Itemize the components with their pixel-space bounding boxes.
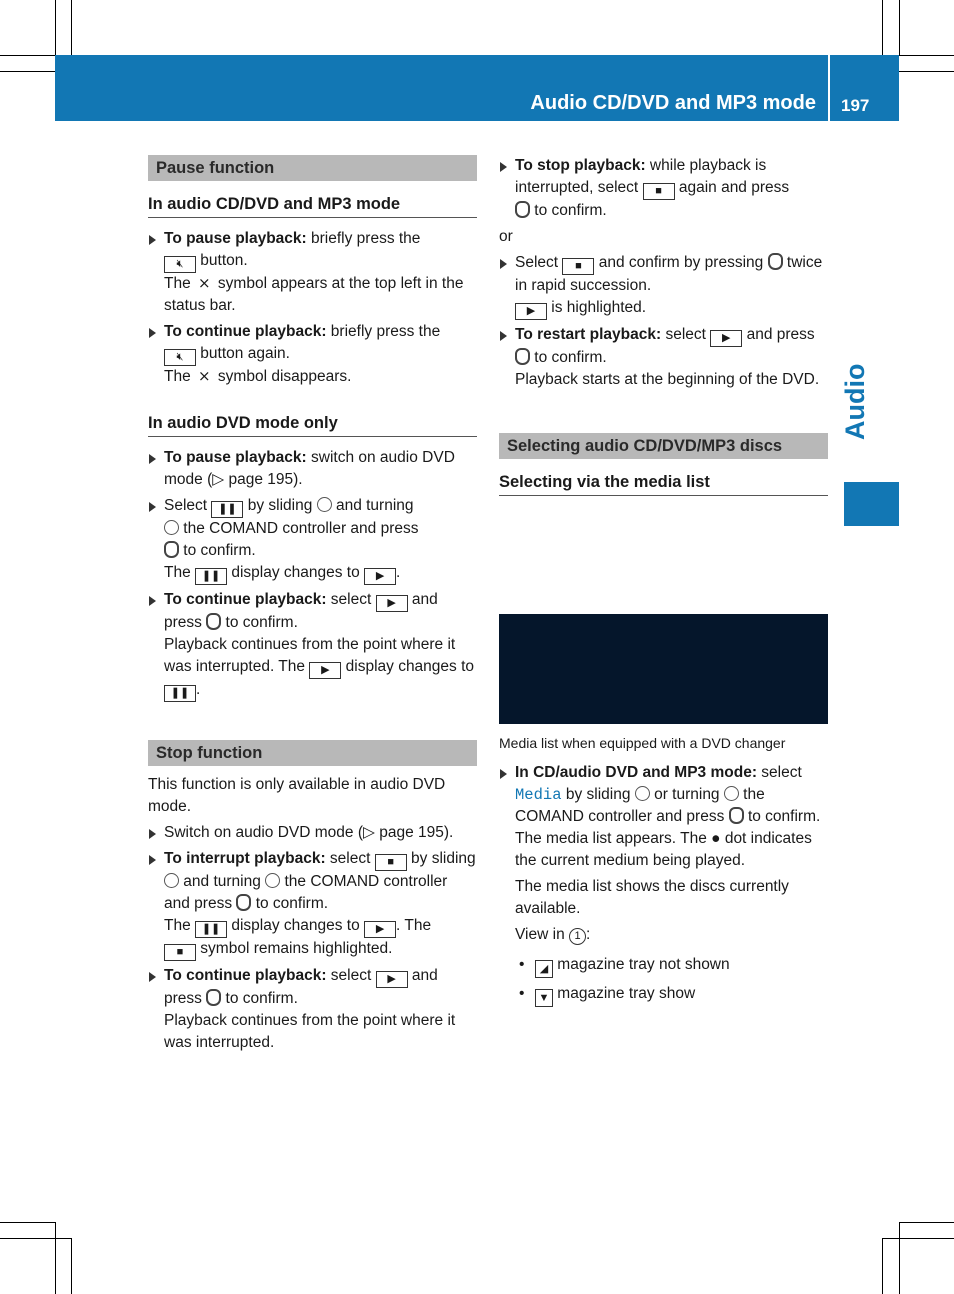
pause-icon: ❚❚	[211, 501, 243, 518]
instruction-item: In CD/audio DVD and MP3 mode: select Media by sliding or turning the COMAND controller and press to confirm. The media list appears. The ● dot indicates the current medium being played. The media list shows the discs currently available. View in 1 : • ◢ magazine tray not shown • ▼ magazine tray show	[499, 762, 828, 1007]
page-title: Audio CD/DVD and MP3 mode	[530, 92, 816, 114]
right-column	[499, 155, 828, 1012]
list-item: • ▼ magazine tray show	[515, 983, 828, 1007]
crop-mark	[899, 0, 900, 55]
press-controller-icon	[729, 807, 744, 824]
mute-icon: ⨯	[198, 368, 211, 385]
play-icon: ▶	[710, 330, 742, 347]
crop-mark	[0, 55, 55, 56]
mute-icon: 🔇︎	[164, 256, 196, 273]
crop-mark	[0, 1222, 55, 1223]
mute-icon: 🔇︎	[164, 349, 196, 366]
pause-icon: ❚❚	[195, 921, 227, 938]
press-controller-icon	[206, 989, 221, 1006]
side-tab-label: Audio	[840, 363, 870, 440]
section-title-selecting: Selecting audio CD/DVD/MP3 discs	[499, 433, 828, 459]
play-icon: ▶	[376, 595, 408, 612]
controller-slide-icon	[635, 786, 650, 801]
crop-mark	[882, 1238, 954, 1239]
press-controller-icon	[515, 348, 530, 365]
tray-hidden-icon: ◢	[535, 960, 553, 978]
page-number: 197	[841, 96, 870, 115]
controller-turn-icon	[265, 873, 280, 888]
subheading: Selecting via the media list	[499, 471, 828, 496]
play-icon: ▶	[515, 303, 547, 320]
crop-mark	[899, 1222, 954, 1223]
instruction-item: To pause playback: switch on audio DVD mode (▷ page 195).	[148, 447, 477, 491]
header-divider	[828, 55, 830, 121]
press-controller-icon	[164, 541, 179, 558]
controller-turn-icon	[164, 520, 179, 535]
play-icon: ▶	[364, 568, 396, 585]
controller-slide-icon	[317, 497, 332, 512]
instruction-item: Switch on audio DVD mode (▷ page 195).	[148, 822, 477, 844]
side-tab	[844, 482, 899, 526]
paragraph: This function is only available in audio DVD mode.	[148, 776, 446, 815]
callout-number: 1	[569, 928, 586, 945]
paragraph: The media list appears. The ● dot indicates the current medium being played.	[515, 830, 812, 869]
instruction-item: To continue playback: select ▶ and press to confirm. Playback continues from the point where it was interrupted.	[148, 965, 477, 1054]
pause-icon: ❚❚	[195, 568, 227, 585]
image-caption: Media list when equipped with a DVD changer	[499, 735, 786, 751]
play-icon: ▶	[364, 921, 396, 938]
play-icon: ▶	[309, 662, 341, 679]
subheading: In audio CD/DVD and MP3 mode	[148, 193, 477, 218]
section-title-stop: Stop function	[148, 740, 477, 766]
play-icon: ▶	[376, 971, 408, 988]
controller-turn-icon	[724, 786, 739, 801]
press-controller-icon	[236, 894, 251, 911]
press-controller-icon	[206, 613, 221, 630]
crop-mark	[882, 1238, 883, 1294]
instruction-item: Select ❚❚ by sliding and turning the COMAND controller and press to confirm. The ❚❚ display changes to ▶ .	[148, 495, 477, 585]
tray-shown-icon: ▼	[535, 989, 553, 1007]
instruction-item: To stop playback: while playback is interrupted, select ■ again and press to confirm.	[499, 155, 828, 222]
press-controller-icon	[768, 253, 783, 270]
crop-mark	[899, 55, 954, 56]
crop-mark	[55, 1222, 56, 1294]
crop-mark	[899, 71, 954, 72]
subheading: In audio DVD mode only	[148, 412, 477, 437]
instruction-item: To restart playback: select ▶ and press to confirm. Playback starts at the beginning of the DVD.	[499, 324, 828, 391]
section-title-pause: Pause function	[148, 155, 477, 181]
page-header	[55, 55, 899, 121]
instruction-item: To continue playback: briefly press the 🔇︎ button again. The ⨯ symbol disappears.	[148, 321, 477, 388]
press-controller-icon	[515, 201, 530, 218]
list-item: • ◢ magazine tray not shown	[515, 954, 828, 978]
instruction-item: To pause playback: briefly press the 🔇︎ button. The ⨯ symbol appears at the top left in the status bar.	[148, 228, 477, 317]
instruction-item: To continue playback: select ▶ and press to confirm. Playback continues from the point where it was interrupted. The ▶ display changes to ❚❚ .	[148, 589, 477, 702]
menu-item-media: Media	[515, 786, 562, 804]
controller-slide-icon	[164, 873, 179, 888]
instruction-item: To interrupt playback: select ■ by sliding and turning the COMAND controller and press to confirm. The ❚❚ display changes to ▶ . The ■ symbol remains highlighted.	[148, 848, 477, 961]
crop-mark	[0, 1238, 71, 1239]
crop-mark	[899, 1222, 900, 1294]
screenshot-image	[499, 614, 828, 724]
crop-mark	[0, 71, 55, 72]
pause-icon: ❚❚	[164, 685, 196, 702]
left-column	[148, 155, 477, 1058]
paragraph: The media list shows the discs currently available.	[515, 878, 789, 917]
instruction-item: Select ■ and confirm by pressing twice in rapid succession. ▶ is highlighted.	[499, 252, 828, 320]
stop-icon: ■	[643, 183, 675, 200]
crop-mark	[55, 0, 56, 55]
crop-mark	[882, 0, 883, 55]
or-text: or	[499, 228, 513, 245]
mute-icon: ⨯	[198, 275, 211, 292]
stop-icon: ■	[164, 944, 196, 961]
stop-icon: ■	[375, 854, 407, 871]
crop-mark	[71, 0, 72, 55]
crop-mark	[71, 1238, 72, 1294]
paragraph: View in 1 :	[515, 926, 591, 943]
stop-icon: ■	[562, 258, 594, 275]
